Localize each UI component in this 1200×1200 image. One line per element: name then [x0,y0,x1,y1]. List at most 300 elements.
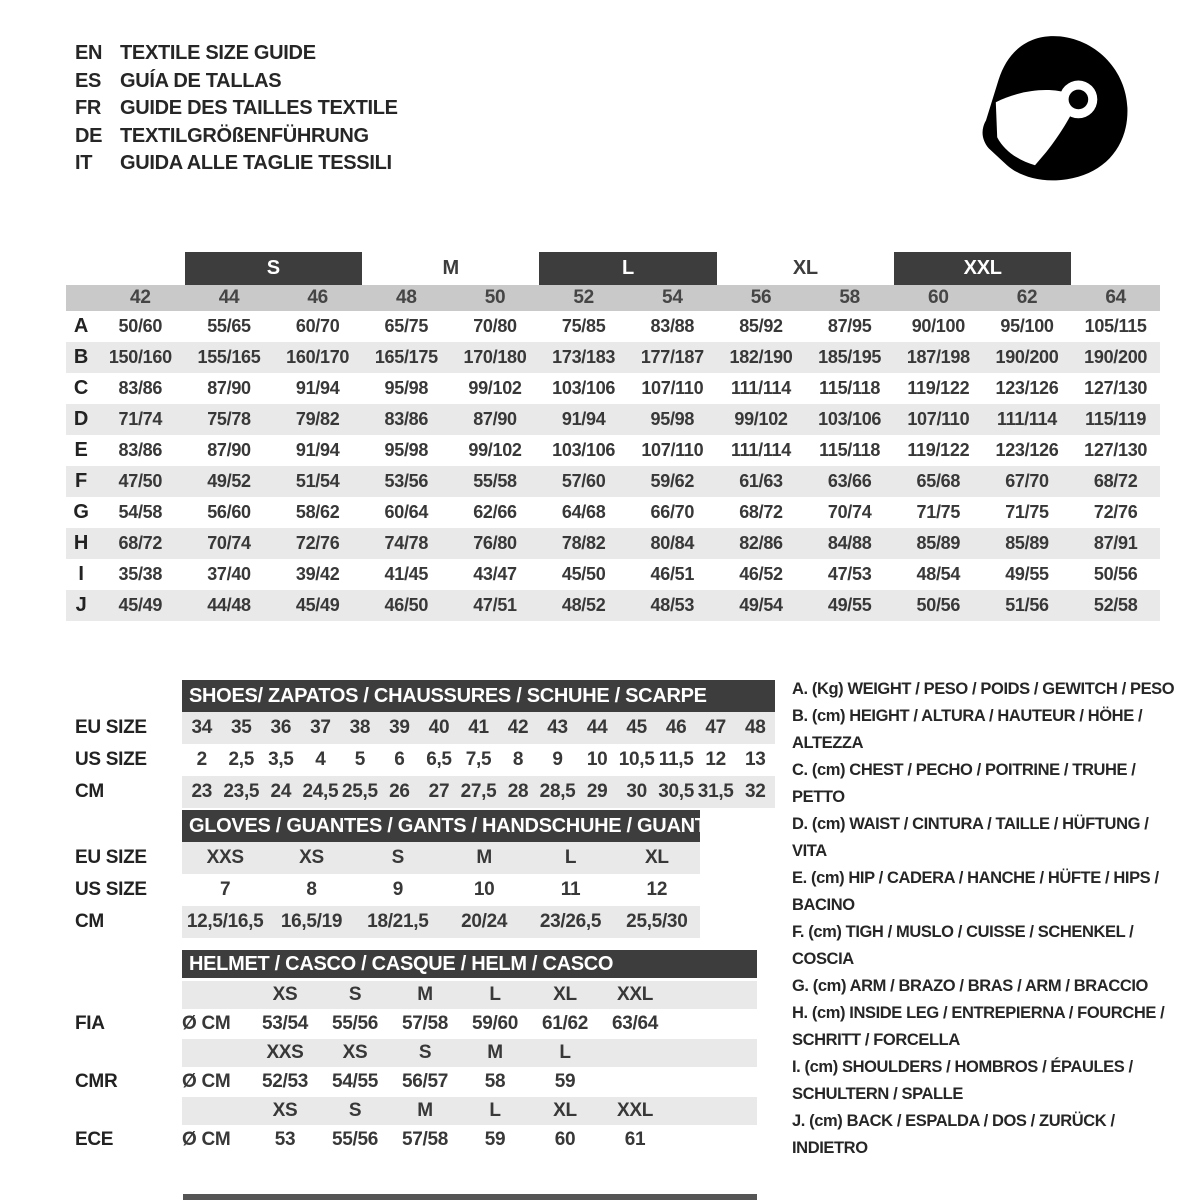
glove-eu-size: XXS [206,847,244,868]
size-value: 35/38 [118,564,163,584]
gloves-section-title: GLOVES / GUANTES / GANTS / HANDSCHUHE / GUANTI [182,810,700,842]
size-value: 45/49 [118,595,163,615]
shoe-eu-size: 43 [547,717,568,738]
size-value: 95/98 [384,378,429,398]
shoe-cm-size: 26 [389,781,410,802]
size-value: 182/190 [729,347,793,367]
cmr-value: 56/57 [401,1071,449,1092]
shoe-us-size: 2,5 [228,749,255,770]
shoe-eu-size: 38 [349,717,371,738]
size-value: 74/78 [384,533,429,553]
shoes-us-label: US SIZE [75,749,147,770]
fia-size: M [417,984,433,1005]
size-value: 48/53 [650,595,695,615]
shoe-eu-size: 46 [665,717,687,738]
size-value: 190/200 [995,347,1059,367]
language-title: GUIDE DES TAILLES TEXTILE [120,97,398,120]
legend-item: E. (cm) HIP / CADERA / HANCHE / HÜFTE / HIPS / BACINO [792,869,1159,914]
size-value: 107/110 [641,440,704,460]
size-value: 115/119 [1085,409,1147,429]
fia-size: L [489,984,501,1005]
gloves-cm-label: CM [75,911,104,932]
shoe-us-size: 2 [196,749,207,770]
size-value: 75/78 [207,409,251,429]
cmr-size: M [487,1042,503,1063]
legend-items [792,676,1184,1162]
size-value: 48/54 [916,564,961,584]
language-title-list [75,40,398,178]
shoe-us-size: 8 [512,749,524,770]
glove-us-size: 11 [560,879,581,900]
glove-eu-size: XL [644,847,669,868]
size-value: 60/70 [295,316,340,336]
partial-section-bar [183,1194,757,1200]
language-code: FR [75,97,102,120]
size-value: 51/54 [295,471,340,491]
size-group-xxl: XXL [894,252,1071,285]
size-value: 62/66 [473,502,517,522]
size-value: 52/58 [1093,595,1138,615]
size-value: 187/198 [906,347,970,367]
legend-item: A. (Kg) WEIGHT / PESO / POIDS / GEWITCH / PESO [792,680,1175,698]
cmr-size: S [418,1042,432,1063]
gloves-eu-values [182,842,700,874]
size-value: 150/160 [108,347,172,367]
size-value: 87/95 [827,316,872,336]
language-code: ES [75,69,102,92]
size-value: 185/195 [818,347,882,367]
shoe-eu-size: 42 [507,717,529,738]
shoe-us-size: 9 [552,749,563,770]
size-value: 85/89 [916,533,961,553]
numeric-size: 60 [928,287,949,308]
shoe-eu-size: 34 [191,717,213,738]
size-value: 72/76 [1093,502,1138,522]
shoe-us-size: 5 [354,749,366,770]
numeric-size: 48 [396,287,417,308]
shoes-cm-label: CM [75,781,104,802]
size-value: 83/86 [384,409,429,429]
size-value: 68/72 [739,502,783,522]
shoe-us-size: 7,5 [465,749,492,770]
ece-size: XL [553,1100,577,1121]
size-value: 123/126 [995,440,1059,460]
table-row-a [66,311,1160,342]
size-value: 49/52 [207,471,251,491]
ece-label: ECE [75,1129,114,1150]
size-value: 51/56 [1005,595,1049,615]
legend-item: I. (cm) SHOULDERS / HOMBROS / ÉPAULES / SCHULTERN / SPALLE [792,1058,1133,1103]
glove-cm-size: 20/24 [461,911,508,932]
table-row-f [66,466,1160,497]
language-title: TEXTILGRÖßENFÜHRUNG [120,124,369,147]
numeric-size: 64 [1105,287,1126,308]
legend-item: C. (cm) CHEST / PECHO / POITRINE / TRUHE / PETTO [792,761,1136,806]
glove-eu-size: XS [299,847,324,868]
size-value: 91/94 [561,409,606,429]
legend-item: D. (cm) WAIST / CINTURA / TAILLE / HÜFTUNG / VITA [792,815,1149,860]
size-value: 85/92 [739,316,783,336]
size-value: 87/91 [1093,533,1138,553]
size-group-s: S [185,252,362,285]
size-value: 56/60 [207,502,251,522]
language-code: DE [75,124,103,147]
size-value: 59/62 [650,471,695,491]
size-value: 115/118 [819,440,881,460]
numeric-size: 62 [1016,287,1038,308]
size-value: 155/165 [197,347,261,367]
glove-cm-size: 18/21,5 [367,911,429,932]
size-value: 127/130 [1084,378,1148,398]
ece-size: M [417,1100,433,1121]
gloves-eu-label: EU SIZE [75,847,147,868]
cmr-size: XXS [266,1042,304,1063]
empty-cell [182,981,250,1009]
size-value: 57/60 [561,471,606,491]
size-value: 47/51 [473,595,517,615]
numeric-size: 54 [662,287,683,308]
size-value: 46/51 [650,564,695,584]
legend-item: H. (cm) INSIDE LEG / ENTREPIERNA / FOURCHE / SCHRITT / FORCELLA [792,1004,1165,1049]
size-value: 43/47 [473,564,517,584]
fia-value: 63/64 [611,1013,659,1034]
size-value: 127/130 [1084,440,1148,460]
size-value: 47/50 [118,471,163,491]
size-value: 53/56 [384,471,429,491]
language-code: IT [75,152,93,175]
shoe-cm-size: 30,5 [658,781,695,802]
fia-size: S [348,984,362,1005]
fia-value: 55/56 [331,1013,379,1034]
cmr-value: 52/53 [261,1071,309,1092]
glove-us-size: 10 [473,879,495,900]
row-letter: H [73,532,89,554]
numeric-size: 50 [484,287,506,308]
ece-value: 55/56 [331,1129,379,1150]
table-row-b [66,342,1160,373]
size-group-xl: XL [792,257,818,279]
shoe-cm-size: 23,5 [223,781,260,802]
numeric-size: 46 [307,287,328,308]
ece-size: XXL [616,1100,654,1121]
size-value: 107/110 [907,409,970,429]
shoe-us-size: 4 [315,749,326,770]
size-value: 111/114 [730,378,791,398]
gloves-cm-values [182,906,700,938]
table-row-e [66,435,1160,466]
row-letter: G [73,501,89,523]
size-value: 70/74 [827,502,872,522]
table-row-c [66,373,1160,404]
diameter-unit: Ø CM [182,1129,231,1150]
size-value: 49/55 [827,595,872,615]
ece-size: S [348,1100,362,1121]
shoes-eu-label: EU SIZE [75,717,147,738]
table-row-d [66,404,1160,435]
size-value: 68/72 [118,533,163,553]
size-value: 87/90 [207,440,251,460]
fia-value: 59/60 [471,1013,519,1034]
size-value: 46/50 [384,595,429,615]
size-value: 165/175 [374,347,438,367]
ece-value: 53 [274,1129,296,1150]
shoe-cm-size: 28 [507,781,529,802]
size-value: 190/200 [1084,347,1148,367]
size-value: 44/48 [207,595,251,615]
size-value: 99/102 [468,440,522,460]
size-value: 177/187 [640,347,704,367]
glove-eu-size: M [476,847,492,868]
size-value: 91/94 [295,378,340,398]
shoe-cm-size: 27 [428,781,450,802]
shoe-eu-size: 41 [468,717,489,738]
size-value: 99/102 [468,378,522,398]
size-value: 105/115 [1084,316,1147,336]
size-value: 173/183 [552,347,616,367]
size-value: 47/53 [827,564,872,584]
size-value: 83/86 [118,378,163,398]
size-value: 45/49 [295,595,340,615]
table-row-h [66,528,1160,559]
shoe-us-size: 6 [394,749,405,770]
size-value: 70/74 [207,533,251,553]
glove-us-size: 8 [306,879,317,900]
shoe-us-size: 6,5 [426,749,452,770]
glove-eu-size: S [391,847,405,868]
shoe-cm-size: 30 [626,781,647,802]
language-title: TEXTILE SIZE GUIDE [120,42,316,65]
shoe-us-size: 3,5 [268,749,294,770]
row-letter: A [73,315,89,337]
size-value: 66/70 [650,502,695,522]
size-value: 63/66 [827,471,872,491]
size-value: 60/64 [384,502,429,522]
shoe-eu-size: 37 [310,717,331,738]
ece-value: 60 [554,1129,576,1150]
size-value: 83/86 [118,440,163,460]
table-row-i [66,559,1160,590]
shoe-cm-size: 29 [586,781,608,802]
legend-item: F. (cm) TIGH / MUSLO / CUISSE / SCHENKEL / COSCIA [792,923,1134,968]
size-value: 84/88 [827,533,872,553]
shoe-eu-size: 35 [231,717,252,738]
legend-item: B. (cm) HEIGHT / ALTURA / HAUTEUR / HÖHE / ALTEZZA [792,707,1143,752]
row-letter: D [73,408,89,430]
shoe-eu-size: 36 [270,717,292,738]
glove-eu-size: L [564,847,577,868]
ece-value: 57/58 [401,1129,449,1150]
cmr-size: L [559,1042,571,1063]
size-value: 55/65 [207,316,251,336]
size-value: 87/90 [473,409,517,429]
row-letter: I [78,563,84,585]
size-value: 79/82 [295,409,340,429]
size-value: 83/88 [650,316,695,336]
size-value: 82/86 [739,533,783,553]
row-letter: F [75,470,87,492]
numeric-size: 52 [573,287,594,308]
size-value: 160/170 [286,347,350,367]
corner-cell [66,285,96,311]
legend-item: G. (cm) ARM / BRAZO / BRAS / ARM / BRACCIO [792,977,1148,995]
cmr-label: CMR [75,1071,118,1092]
glove-us-size: 7 [220,879,231,900]
size-value: 78/82 [561,533,606,553]
size-value: 103/106 [552,378,616,398]
size-value: 68/72 [1093,471,1138,491]
measurement-legend [792,676,1184,1162]
numeric-size: 42 [130,287,151,308]
language-row [75,95,398,123]
size-value: 39/42 [295,564,340,584]
size-value: 91/94 [295,440,340,460]
numeric-size: 56 [750,287,772,308]
row-letter: J [75,594,87,616]
glove-cm-size: 16,5/19 [280,911,343,932]
empty-cell [182,1039,250,1067]
shoe-cm-size: 27,5 [460,781,497,802]
fia-value: 61/62 [541,1013,589,1034]
shoe-us-size: 13 [744,749,766,770]
fia-value: 57/58 [401,1013,449,1034]
size-value: 65/68 [916,471,961,491]
size-value: 65/75 [384,316,429,336]
table-row-j [66,590,1160,621]
gloves-us-label: US SIZE [75,879,147,900]
fia-size: XL [553,984,577,1005]
shoe-us-size: 10,5 [618,749,655,770]
glove-us-size: 12 [646,879,668,900]
legend-item: J. (cm) BACK / ESPALDA / DOS / ZURÜCK / INDIETRO [792,1112,1115,1157]
fia-size: XXL [616,984,654,1005]
shoe-eu-size: 40 [428,717,450,738]
language-title: GUÍA DE TALLAS [120,69,282,92]
diameter-unit: Ø CM [182,1071,231,1092]
numeric-size: 58 [839,287,860,308]
shoes-us-values [182,744,775,776]
size-value: 41/45 [384,564,429,584]
fia-label: FIA [75,1013,105,1034]
ece-value: 61 [624,1129,646,1150]
cmr-value: 54/55 [331,1071,379,1092]
gloves-us-values [182,874,700,906]
language-rows [75,40,398,178]
size-group-m: M [442,257,459,279]
size-value: 67/70 [1005,471,1049,491]
racing-helmet-icon [972,28,1140,201]
size-value: 85/89 [1005,533,1049,553]
size-value: 54/58 [118,502,163,522]
shoe-cm-size: 28,5 [539,781,576,802]
size-value: 50/56 [916,595,961,615]
size-group-l: L [539,252,716,285]
size-value: 50/56 [1093,564,1138,584]
table-row-g [66,497,1160,528]
shoe-eu-size: 47 [705,717,726,738]
size-value: 46/52 [739,564,783,584]
size-value: 70/80 [473,316,517,336]
shoe-cm-size: 24 [270,781,292,802]
ece-value: 59 [484,1129,506,1150]
size-value: 95/98 [650,409,695,429]
glove-cm-size: 12,5/16,5 [186,911,264,932]
shoe-us-size: 12 [705,749,726,770]
size-value: 107/110 [641,378,704,398]
shoe-eu-size: 45 [626,717,647,738]
size-value: 103/106 [552,440,616,460]
language-title: GUIDA ALLE TAGLIE TESSILI [120,152,392,175]
size-group-bar [66,252,1160,285]
size-value: 50/60 [118,316,163,336]
size-value: 71/75 [916,502,961,522]
size-value: 95/98 [384,440,429,460]
shoe-eu-size: 48 [744,717,766,738]
size-value: 48/52 [561,595,606,615]
size-value: 37/40 [207,564,251,584]
size-value: 170/180 [463,347,527,367]
numeric-size-strip [66,285,1160,311]
size-value: 123/126 [995,378,1059,398]
empty-cell [182,1097,250,1125]
size-value: 64/68 [561,502,606,522]
fia-size: XS [272,984,298,1005]
shoe-us-size: 10 [586,749,608,770]
size-value: 111/114 [996,409,1057,429]
language-row [75,40,398,68]
helmet-section-title: HELMET / CASCO / CASQUE / HELM / CASCO [182,950,757,978]
glove-us-size: 9 [392,879,403,900]
numeric-size: 44 [218,287,240,308]
size-value: 58/62 [295,502,340,522]
shoe-eu-size: 39 [389,717,410,738]
size-value: 49/54 [739,595,783,615]
shoe-cm-size: 32 [744,781,766,802]
shoes-section-title: SHOES/ ZAPATOS / CHAUSSURES / SCHUHE / SCARPE [182,680,775,712]
row-letter: C [73,377,89,399]
ece-size: XS [272,1100,298,1121]
size-value: 111/114 [730,440,791,460]
shoe-us-size: 11,5 [658,749,694,770]
size-value: 55/58 [473,471,517,491]
size-value: 76/80 [473,533,517,553]
cmr-value: 58 [484,1071,506,1092]
size-value: 103/106 [818,409,882,429]
ece-size: L [489,1100,501,1121]
row-letter: E [74,439,88,461]
size-value: 71/74 [118,409,163,429]
size-value: 61/63 [739,471,783,491]
language-row [75,150,398,178]
cmr-value: 59 [554,1071,576,1092]
shoe-cm-size: 31,5 [697,781,734,802]
glove-cm-size: 23/26,5 [539,911,602,932]
size-value: 49/55 [1005,564,1049,584]
size-value: 72/76 [295,533,340,553]
size-value: 80/84 [650,533,695,553]
size-value: 75/85 [561,316,606,336]
fia-value: 53/54 [261,1013,309,1034]
size-value: 99/102 [734,409,788,429]
language-row [75,123,398,151]
size-value: 87/90 [207,378,251,398]
size-value: 90/100 [911,316,965,336]
diameter-unit: Ø CM [182,1013,231,1034]
size-value: 119/122 [907,440,970,460]
shoe-cm-size: 25,5 [342,781,378,802]
size-value: 71/75 [1005,502,1049,522]
cmr-size: XS [342,1042,368,1063]
size-value: 95/100 [1000,316,1054,336]
